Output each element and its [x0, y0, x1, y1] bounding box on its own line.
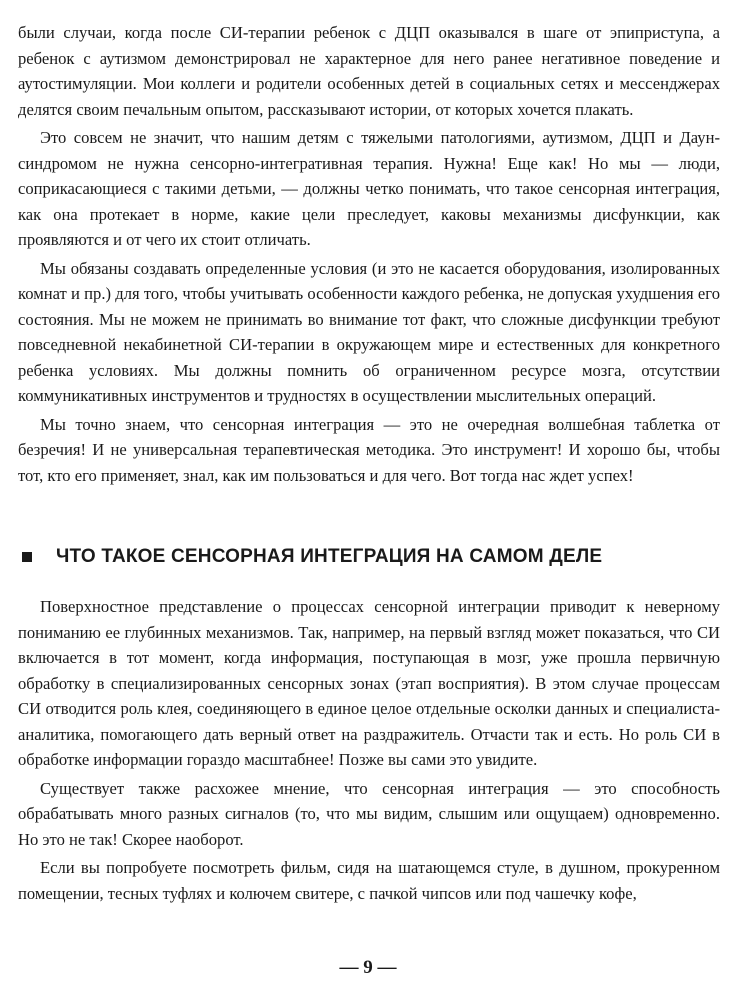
paragraph: Если вы попробуете посмотреть фильм, сидя на шатающемся стуле, в душном, прокуренном помещении, тесных туфлях и колючем свитере, с пачкой чипсов или под чашечку кофе, [18, 858, 720, 903]
paragraph: были случаи, когда после СИ-терапии ребенок с ДЦП оказывался в шаге от эпиприступа, а ребенок с аутизмом демонстрировал не характерное для него ранее негативное поведение и аутостимуляции. Мои коллеги и родители особенных детей в социальных сетях и мессенджерах делятся своим печальным опытом, рассказывают истории, от которых хочется плакать. [18, 23, 720, 119]
section-title: ЧТО ТАКОЕ СЕНСОРНАЯ ИНТЕГРАЦИЯ НА САМОМ ДЕЛЕ [56, 546, 603, 567]
square-bullet-icon [22, 552, 32, 562]
page-number: — 9 — [339, 957, 397, 978]
paragraph: Существует также расхожее мнение, что сенсорная интеграция — это способность обрабатывать много разных сигналов (то, что мы видим, слышим или ощущаем) одновременно. Но это не так! Скорее наоборот. [18, 778, 720, 849]
paragraph: Это совсем не значит, что нашим детям с тяжелыми патологиями, аутизмом, ДЦП и Даун-синдромом не нужна сенсорно-интегративная терапия. Нужна! Еще как! Но мы — люди, соприкасающиеся с такими детьми, — должны четко понимать, что такое сенсорная интеграция, как она протекает в норме, какие цели преследует, каковы механизмы дисфункции, как проявляются и от чего их стоит отличать. [18, 128, 720, 249]
body-text-bottom [18, 594, 720, 906]
paragraph: Мы точно знаем, что сенсорная интеграция — это не очередная волшебная таблетка от безречия! И не универсальная терапевтическая методика. Это инструмент! И хорошо бы, чтобы тот, кто его применяет, знал, как им пользоваться и для чего. Вот тогда нас ждет успех! [18, 414, 720, 485]
body-text-top [18, 20, 720, 488]
paragraph: Мы обязаны создавать определенные условия (и это не касается оборудования, изолированных комнат и пр.) для того, чтобы учитывать особенности каждого ребенка, не допуская ухудшения его состояния. Мы не можем не принимать во внимание тот факт, что сложные дисфункции требуют повседневной некабинетной СИ-терапии в окружающем мире и естественных для конкретного ребенка условиях. Мы должны помнить об ограниченном ресурсе мозга, отсутствии коммуникативных инструментов и трудностях в осуществлении мыслительных операций. [18, 258, 720, 405]
paragraph: Поверхностное представление о процессах сенсорной интеграции приводит к неверному пониманию ее глубинных механизмов. Так, например, на первый взгляд может показаться, что СИ включается в тот момент, когда информация, поступающая в мозг, уже прошла первичную обработку в специализированных сенсорных зонах (этап восприятия). В этом случае процессам СИ отводится роль клея, соединяющего в единое целое отдельные осколки данных и специалиста-аналитика, помогающего дать верный ответ на раздражитель. Отчасти так и есть. Но роль СИ в обработке информации гораздо масштабнее! Позже вы сами это увидите. [18, 597, 720, 769]
section-heading [18, 546, 720, 568]
